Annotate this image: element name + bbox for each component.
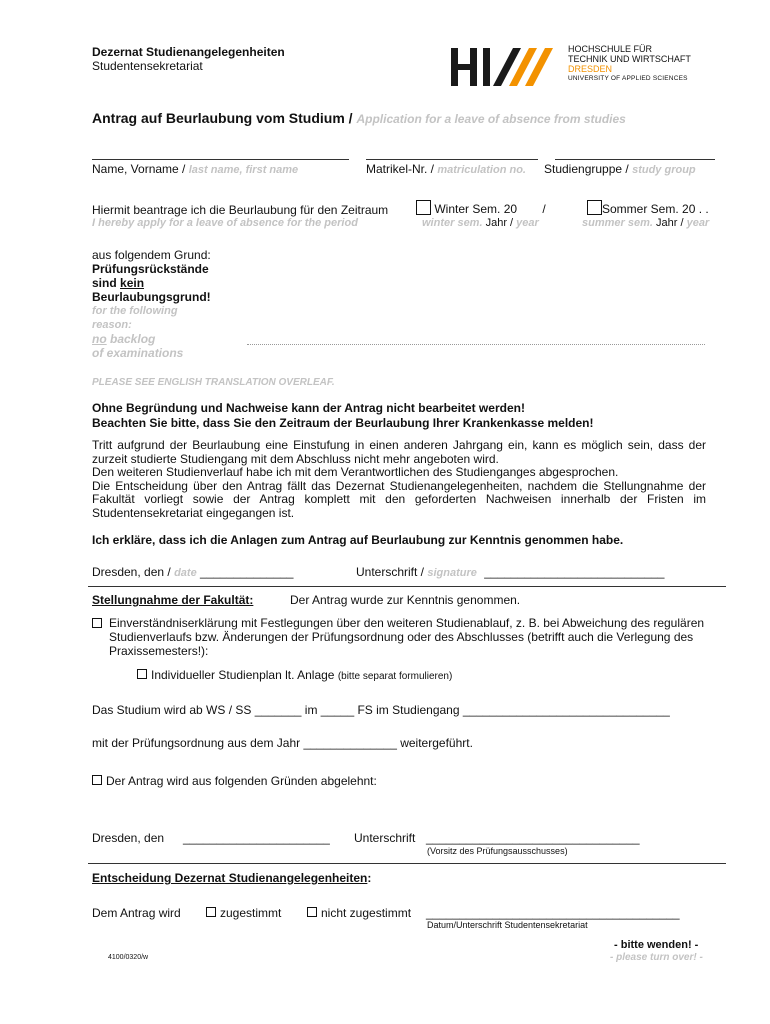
overleaf-note: PLEASE SEE ENGLISH TRANSLATION OVERLEAF. [92,377,335,388]
individual-plan-checkbox[interactable] [137,669,147,679]
faculty-place-date: Dresden, den [92,831,165,845]
title-en: Application for a leave of absence from studies [356,112,626,126]
university-name [568,44,691,84]
form-code: 4100/0320/w [108,954,149,961]
continuation-line-1[interactable]: Das Studium wird ab WS / SS _______ im _____ FS im Studiengang _______________________________ [92,703,670,717]
faculty-option-1 [92,617,106,631]
approve-option: zugestimmt [206,906,281,920]
matrikel-line[interactable] [366,159,538,160]
faculty-signature-blank[interactable]: ________________________________ [426,831,640,845]
summer-sub-label: summer sem. Jahr / year [582,217,710,229]
summer-checkbox[interactable] [587,200,602,215]
group-field-label: Studiengruppe / study group [544,162,696,176]
request-text: Hiermit beantrage ich die Beurlaubung für den Zeitraum [92,203,389,217]
decision-signature-note: Datum/Unterschrift Studentensekretariat [427,920,588,930]
summer-semester-option: Sommer Sem. 20 . . [587,200,709,216]
reason-block [92,248,211,360]
group-line[interactable] [555,159,715,160]
reject-checkbox[interactable] [92,775,102,785]
reason-note-1: Prüfungsrückstände [92,262,209,276]
reason-en-4: of examinations [92,346,184,360]
declaration: Ich erkläre, dass ich die Anlagen zum Antrag auf Beurlaubung zur Kenntnis genommen habe. [92,533,624,547]
name-line[interactable] [92,159,349,160]
faculty-heading: Stellungnahme der Fakultät: [92,593,254,607]
reject-option: Der Antrag wird aus folgenden Gründen abgelehnt: [92,774,377,788]
reject-decision-option: nicht zugestimmt [307,906,411,920]
faculty-signature-note: (Vorsitz des Prüfungsausschusses) [427,846,568,856]
faculty-date-blank[interactable]: ______________________ [183,831,330,845]
section-divider-1 [88,586,726,587]
reason-intro: aus folgendem Grund: [92,248,211,262]
university-line-3: DRESDEN [568,64,613,74]
decision-heading: Entscheidung Dezernat Studienangelegenheiten: [92,871,372,885]
department-name: Dezernat Studienangelegenheiten [92,45,285,59]
matrikel-field-label: Matrikel-Nr. / matriculation no. [366,162,526,176]
reason-note-3: Beurlaubungsgrund! [92,290,211,304]
warning-line-1: Ohne Begründung und Nachweise kann der Antrag nicht bearbeitet werden! [92,401,525,415]
turn-over-de: - bitte wenden! - [614,939,699,951]
winter-sub-label: winter sem. Jahr / year [422,217,539,229]
university-line-2: TECHNIK UND WIRTSCHAFT [568,54,691,64]
consent-text: Einverständniserklärung mit Festlegungen über den weiteren Studienablauf, z. B. bei Abweichung des regulären Studienverlaufs bzw. Änderungen der Prüfungsordnung oder des Abschlusses (betrifft auch die Verlegung des Praxissemesters!): [109,616,705,658]
university-line-4: UNIVERSITY OF APPLIED SCIENCES [568,75,688,82]
reason-note-2: sind kein [92,276,145,290]
info-paragraph-1: Tritt aufgrund der Beurlaubung eine Einstufung in einen anderen Jahrgang ein, kann es möglich sein, dass der zurzeit studierte Studiengang mit dem Abschluss nicht mehr angeboten wird. [92,438,706,466]
htw-logo [449,44,561,88]
htw-logo-mark [449,44,561,88]
sign-signature-field[interactable]: Unterschrift / signature ___________________________ [356,565,665,579]
turn-over-en: - please turn over! - [610,952,703,963]
decision-signature-blank[interactable]: ______________________________________ [426,906,680,920]
faculty-signature-label: Unterschrift [354,831,416,845]
warning-line-2: Beachten Sie bitte, dass Sie den Zeitraum der Beurlaubung Ihrer Krankenkasse melden! [92,416,594,430]
info-text [92,439,706,521]
approve-checkbox[interactable] [206,907,216,917]
request-text-en: I hereby apply for a leave of absence for the period [92,217,358,229]
sign-date-field[interactable]: Dresden, den / date ______________ [92,565,294,579]
office-name: Studentensekretariat [92,59,203,73]
section-divider-2 [88,863,726,864]
reason-en-1: for the following [92,305,178,317]
winter-checkbox[interactable] [416,200,431,215]
page-title [92,110,626,126]
decision-label: Dem Antrag wird [92,906,181,920]
consent-checkbox[interactable] [92,618,102,628]
individual-plan-option: Individueller Studienplan lt. Anlage (bitte separat formulieren) [137,668,452,682]
info-paragraph-3: Die Entscheidung über den Antrag fällt das Dezernat Studienangelegenheiten, nachdem die Stellungnahme der Fakultät vorliegt sowie der Antrag komplett mit den geforderten Nachweisen innerhalb der Fristen im Studentensekretariat eingegangen ist. [92,478,706,520]
reason-en-2: reason: [92,319,132,331]
reason-input-line[interactable] [247,344,705,345]
name-field-label: Name, Vorname / last name, first name [92,162,299,176]
continuation-line-2[interactable]: mit der Prüfungsordnung aus dem Jahr ______________ weitergeführt. [92,736,473,750]
faculty-ack: Der Antrag wurde zur Kenntnis genommen. [290,593,521,607]
info-paragraph-2: Den weiteren Studienverlauf habe ich mit dem Verantwortlichen des Studienganges abgesprochen. [92,465,619,480]
winter-semester-option: Winter Sem. 20 / [416,200,546,216]
reason-en-3: no backlog [92,332,156,346]
university-line-1: HOCHSCHULE FÜR [568,44,653,54]
not-approve-checkbox[interactable] [307,907,317,917]
title-de: Antrag auf Beurlaubung vom Studium / [92,110,353,126]
